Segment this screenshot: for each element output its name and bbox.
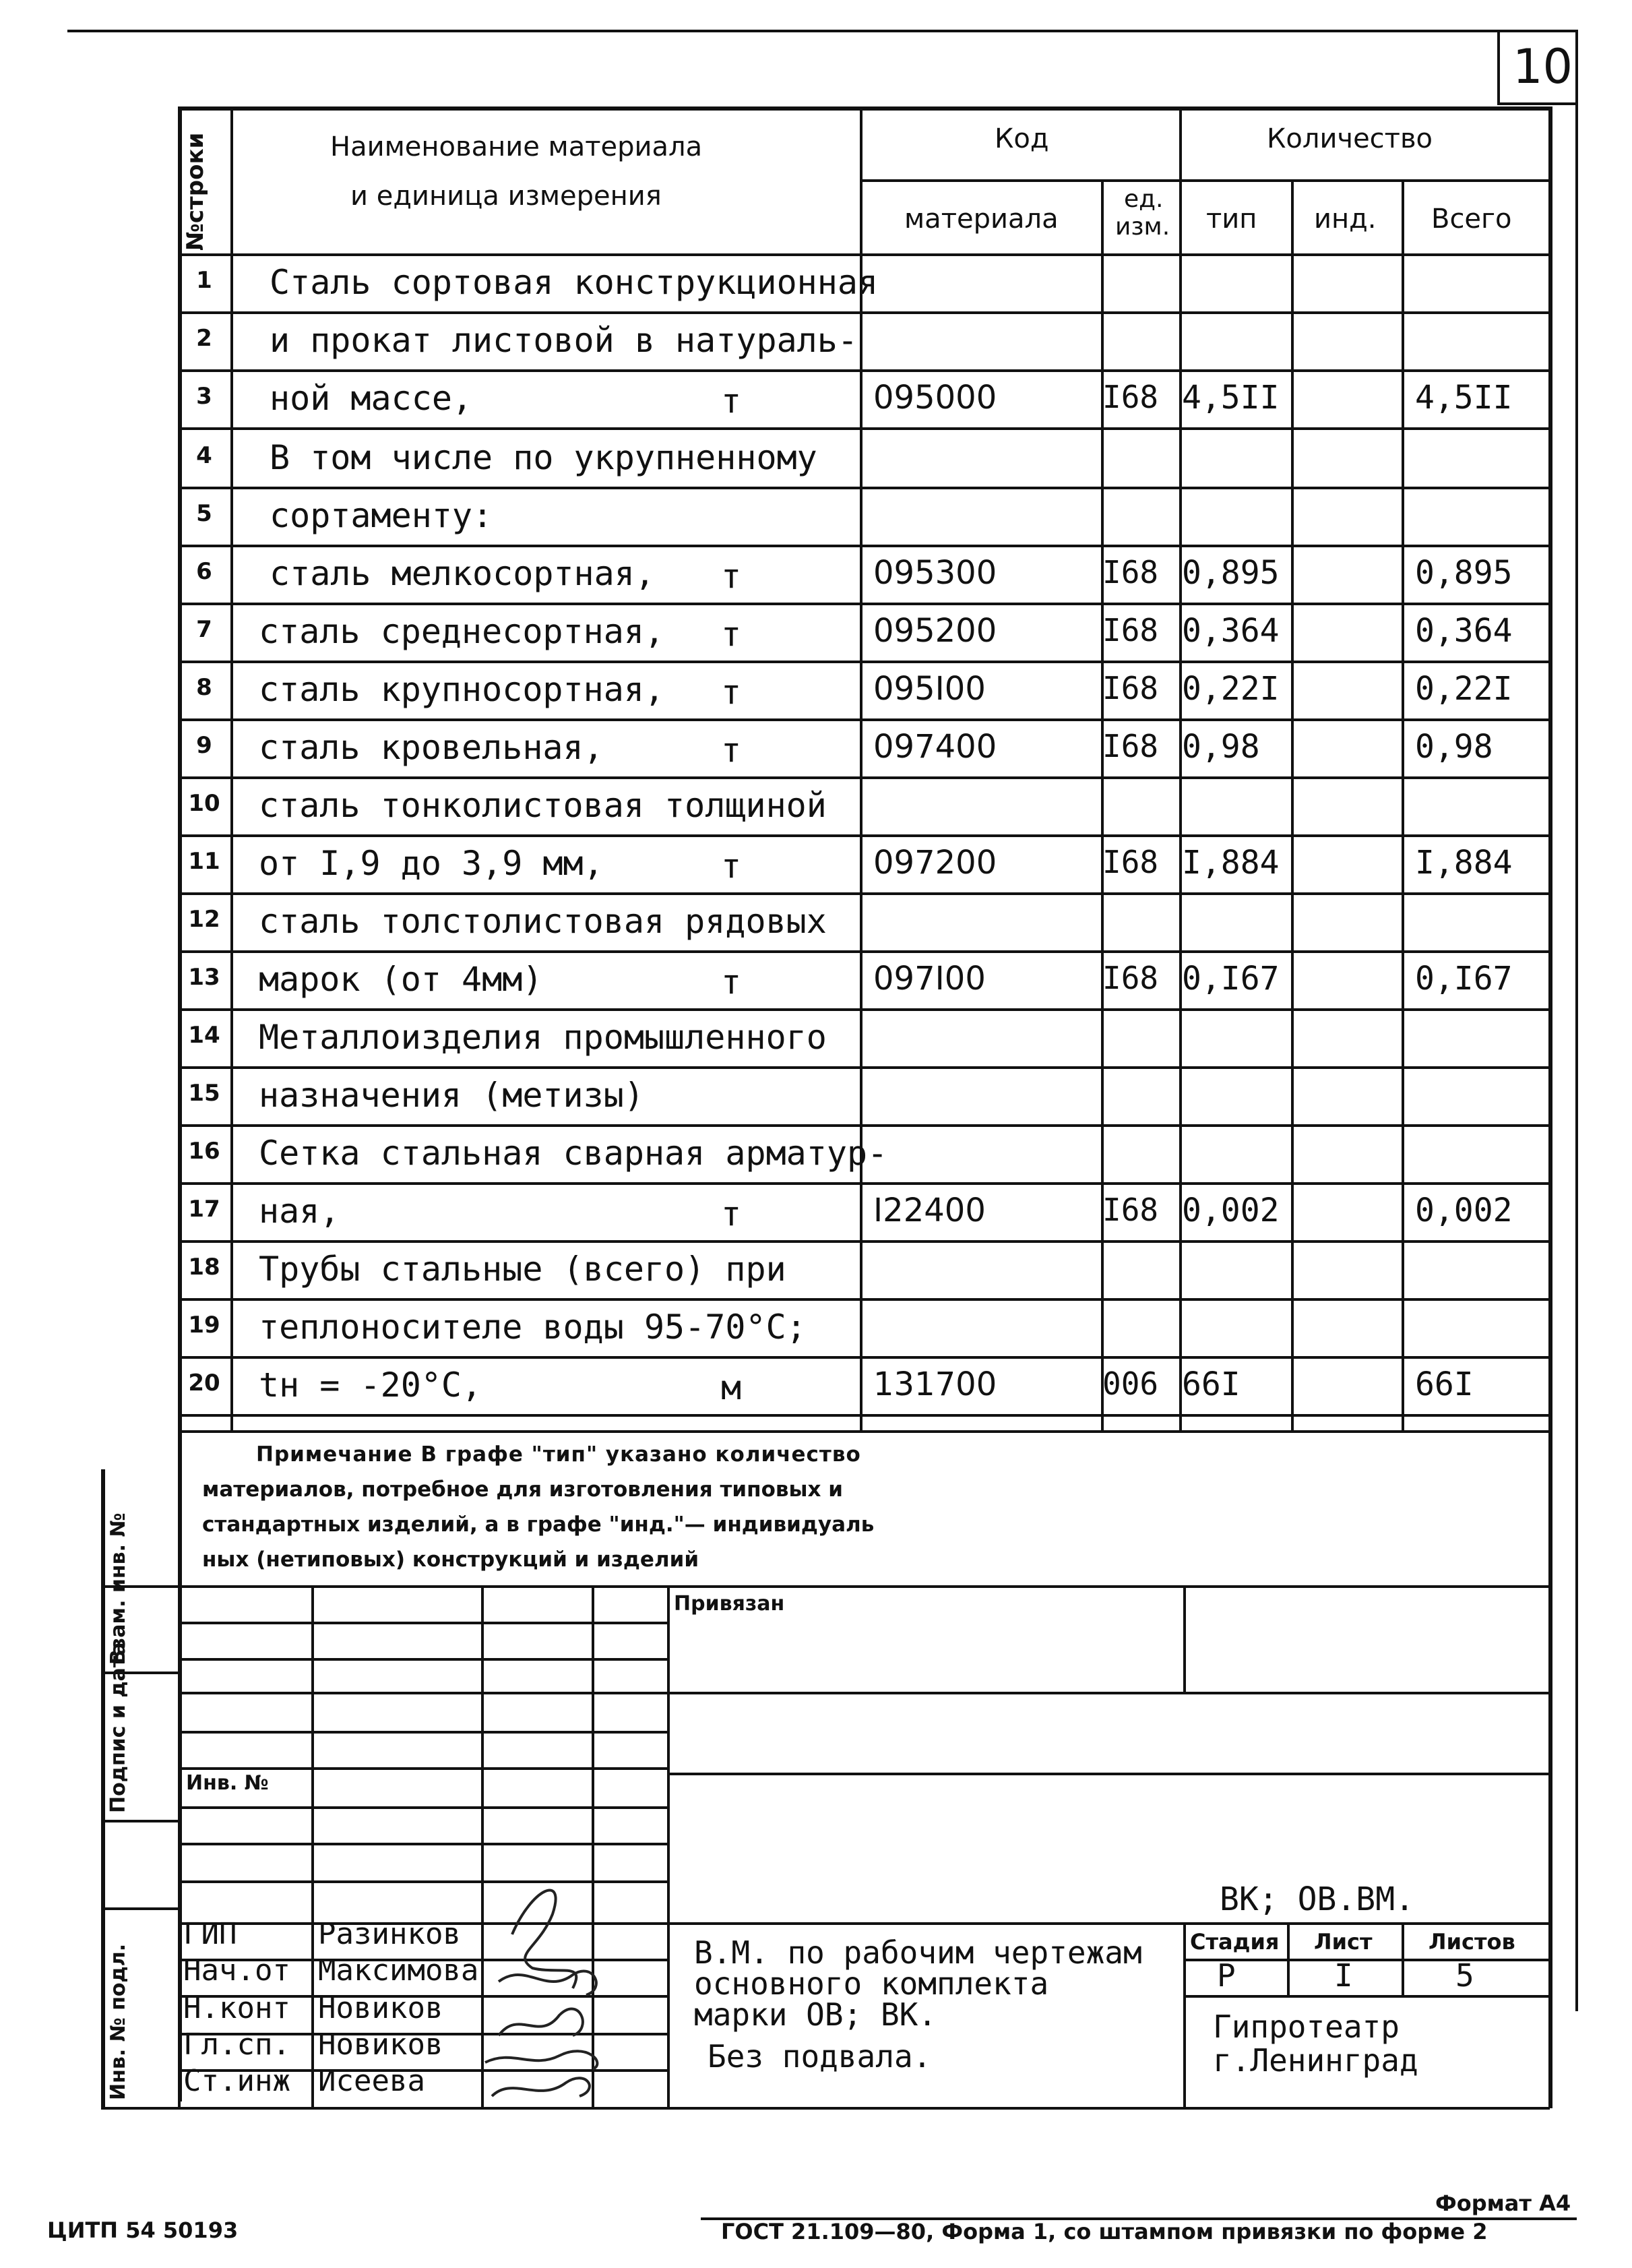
stamp-person-name: Максимова [318,1953,479,1988]
row-unit: I68 [1102,554,1159,590]
footer-left: ЦИТП 54 50193 [47,2217,239,2243]
row-type: 4,5II [1182,379,1280,417]
signatures-image [472,1860,674,2110]
row-total: 4,5II [1415,379,1513,417]
row-divider [178,892,1550,895]
row-name: сталь кровельная, [259,728,604,767]
frame-right [1548,106,1552,2108]
row-name: сталь тонколистовая толщиной [259,786,827,825]
row-number: 6 [196,558,212,585]
row-number: 4 [196,442,212,469]
title-line2: основного комплекта [694,1965,1049,2002]
row-name: сталь мелкосортная, [270,554,655,593]
row-divider [178,1356,1550,1359]
row-name: tн = -20°C, [259,1366,482,1405]
row-code: 131700 [873,1366,997,1403]
row-name: сортаменту: [270,496,493,535]
sheet-label: Лист [1314,1929,1373,1955]
row-name: и прокат листовой в натураль- [270,321,858,360]
row-type: 0,I67 [1182,960,1280,998]
row-divider [178,1066,1550,1069]
stamp-row-4 [178,1731,668,1734]
row-divider [178,1182,1550,1185]
row-code: 095200 [873,612,997,650]
row-number: 1 [196,267,212,294]
row-unit: I68 [1102,670,1159,706]
row-number: 10 [188,790,220,817]
row-unit: I68 [1102,728,1159,764]
row-type: 66I [1182,1366,1241,1403]
row-unit-mark: м [721,1368,742,1407]
stamp-row-3 [178,1692,1550,1694]
inv-no-label: Инв. № [186,1771,269,1795]
side-label-inv: Инв. № подл. [106,1943,130,2100]
stamp-role: Нач.от [183,1953,290,1988]
row-number: 5 [196,500,212,527]
row-name: назначения (метизы) [259,1076,644,1115]
header-quantity: Количество [1267,123,1433,154]
row-number: 14 [188,1022,220,1049]
stamp-bottom-line [101,2107,1550,2110]
stamp-row-5 [178,1767,668,1770]
row-type: 0,22I [1182,670,1280,708]
row-name: Сетка стальная сварная арматур- [259,1134,888,1173]
org-line1: Гипротеатр [1213,2009,1400,2045]
note-line2: материалов, потребное для изготовления типовых и [202,1477,844,1502]
row-number: 12 [188,906,220,933]
header-code-material: материала [904,204,1059,235]
row-total: 0,98 [1415,728,1493,766]
row-divider [178,1298,1550,1301]
doc-code: ВК; ОВ.ВМ. [1220,1880,1414,1918]
row-divider [178,311,1550,314]
header-unit-line2: изм. [1115,213,1170,241]
stamp-top-line [101,1585,1550,1588]
row-divider [178,776,1550,779]
title-line1: В.М. по рабочим чертежам [694,1934,1142,1971]
row-code: 095I00 [873,670,986,708]
row-divider [178,950,1550,953]
footer-gost: ГОСТ 21.109—80, Форма 1, со штампом привязки по форме 2 [721,2219,1488,2244]
row-unit-mark: т [721,847,742,886]
row-divider [178,369,1550,372]
row-code: 095300 [873,554,997,592]
pagenum-box-bottom [1497,102,1577,105]
header-row-no: №строки [182,132,209,251]
row-name: Металлоизделия промышленного [259,1018,827,1057]
stamp-left-inner [178,1469,181,2110]
row-divider [178,487,1550,489]
row-type: 0,364 [1182,612,1280,650]
row-unit-mark: т [721,962,742,1002]
header-total: Всего [1431,204,1512,235]
row-number: 3 [196,383,212,410]
row-name: ной массе, [270,379,473,418]
row-total: 0,002 [1415,1192,1513,1229]
title-block-row-2 [1183,1995,1550,1998]
stamp-row-6 [178,1806,668,1809]
row-divider [178,661,1550,663]
privyazan-label: Привязан [674,1592,785,1616]
title-block-col-2 [1402,1922,1404,1996]
pagenum-box-left [1497,30,1500,104]
page-number: 10 [1513,39,1573,94]
row-divider [178,718,1550,721]
header-ind: инд. [1314,204,1377,235]
row-code: 097I00 [873,960,986,998]
row-divider [178,1008,1550,1011]
row-code: 097400 [873,728,997,766]
note-line4: ных (нетиповых) конструкций и изделий [202,1547,699,1572]
row-name: от I,9 до 3,9 мм, [259,844,604,883]
header-code: Код [995,123,1049,154]
row-number: 15 [188,1080,220,1107]
row-name: теплоносителе воды 95-70°C; [259,1308,807,1347]
row-name: Трубы стальные (всего) при [259,1250,786,1289]
stamp-col-1 [311,1585,314,2108]
row-unit-mark: т [721,381,742,421]
stamp-row-2 [178,1658,668,1661]
right-border [1575,30,1578,2011]
stamp-title-divider [1183,1922,1186,2108]
row-total: 66I [1415,1366,1474,1403]
top-border [67,30,1577,32]
side-sep-2 [101,1820,178,1822]
row-number: 8 [196,674,212,701]
stage-value: Р [1217,1957,1236,1994]
row-type: 0,98 [1182,728,1260,766]
row-unit: I68 [1102,844,1159,880]
header-bottom-line [178,253,1550,256]
row-name: Сталь сортовая конструкционная [270,263,879,302]
title-line3: марки ОВ; ВК. [694,1996,937,2033]
row-name: сталь толстолистовая рядовых [259,902,827,941]
row-number: 9 [196,732,212,759]
row-number: 19 [188,1312,220,1339]
row-total: 0,I67 [1415,960,1513,998]
row-name: сталь среднесортная, [259,612,665,651]
row-unit-mark: т [721,615,742,654]
stamp-role: Ст.инж [183,2064,290,2098]
stamp-role: Н.конт [183,1991,290,2025]
row-divider [178,603,1550,605]
row-code: 097200 [873,844,997,882]
row-unit-mark: т [721,557,742,596]
side-sep-3 [101,1907,178,1910]
stamp-privyazan-divider [1183,1585,1186,1693]
row-name: сталь крупносортная, [259,670,665,709]
row-number: 18 [188,1254,220,1281]
row-total: 0,364 [1415,612,1513,650]
title-block-row-1 [1183,1959,1550,1961]
stamp-person-name: Разинков [318,1917,461,1951]
row-name: ная, [259,1192,340,1231]
row-type: 0,895 [1182,554,1280,592]
header-mid-line [860,179,1550,182]
row-number: 16 [188,1138,220,1165]
row-total: I,884 [1415,844,1513,882]
row-number: 7 [196,616,212,643]
side-label-vzam: Взам. инв. № [106,1512,130,1665]
row-number: 11 [188,848,220,875]
note-line1: Примечание В графе "тип" указано количество [256,1442,861,1467]
title-block-col-1 [1287,1922,1290,1996]
row-total: 0,895 [1415,554,1513,592]
sheets-label: Листов [1429,1929,1515,1955]
row-unit: I68 [1102,612,1159,648]
stamp-row-5b [667,1773,1550,1775]
row-type: 0,002 [1182,1192,1280,1229]
stamp-left-border [101,1469,105,2110]
stamp-person-name: Новиков [318,2027,443,2062]
col-divider-rownum [230,106,233,1430]
row-total: 0,22I [1415,670,1513,708]
row-unit: I68 [1102,960,1159,996]
row-divider [178,545,1550,547]
table-bottom [178,1430,1550,1433]
row-unit: I68 [1102,1192,1159,1228]
stamp-role: ГИП [183,1917,237,1951]
row-number: 17 [188,1196,220,1223]
row-unit: 006 [1102,1366,1159,1402]
row-number: 13 [188,964,220,991]
row-unit-mark: т [721,673,742,712]
frame-top [178,106,1552,111]
col-divider-name [860,106,862,1430]
row-unit-mark: т [721,1194,742,1233]
stamp-role: Гл.сп. [183,2027,290,2062]
row-divider [178,1124,1550,1127]
row-code: I22400 [873,1192,986,1229]
stamp-row-1 [178,1622,668,1624]
sheets-value: 5 [1455,1957,1474,1994]
row-divider [178,834,1550,837]
stamp-row-7 [178,1843,668,1845]
row-divider [178,427,1550,430]
title-line4: Без подвала. [708,2038,932,2075]
header-type: тип [1206,204,1257,235]
org-line2: г.Ленинград [1213,2042,1418,2079]
format-label: Формат А4 [1435,2190,1571,2216]
row-divider [178,1414,1550,1417]
stamp-person-name: Исеева [318,2064,425,2098]
header-unit-line1: ед. [1124,185,1164,213]
row-unit-mark: т [721,731,742,770]
row-name: марок (от 4мм) [259,960,543,999]
row-code: 095000 [873,379,997,417]
row-unit: I68 [1102,379,1159,415]
stamp-person-name: Новиков [318,1991,443,2025]
header-name-line2: и единица измерения [350,181,662,212]
col-divider-unit [1179,106,1182,1430]
stage-label: Стадия [1190,1929,1280,1955]
row-type: I,884 [1182,844,1280,882]
note-line3: стандартных изделий, а в графе "инд."— индивидуаль [202,1512,875,1537]
row-divider [178,1240,1550,1243]
header-name-line1: Наименование материала [330,131,703,162]
sheet-value: I [1334,1957,1353,1994]
side-label-podp: Подпис и дата [106,1642,130,1813]
row-number: 2 [196,325,212,352]
row-name: В том числе по укрупненному [270,438,817,477]
row-number: 20 [188,1370,220,1397]
